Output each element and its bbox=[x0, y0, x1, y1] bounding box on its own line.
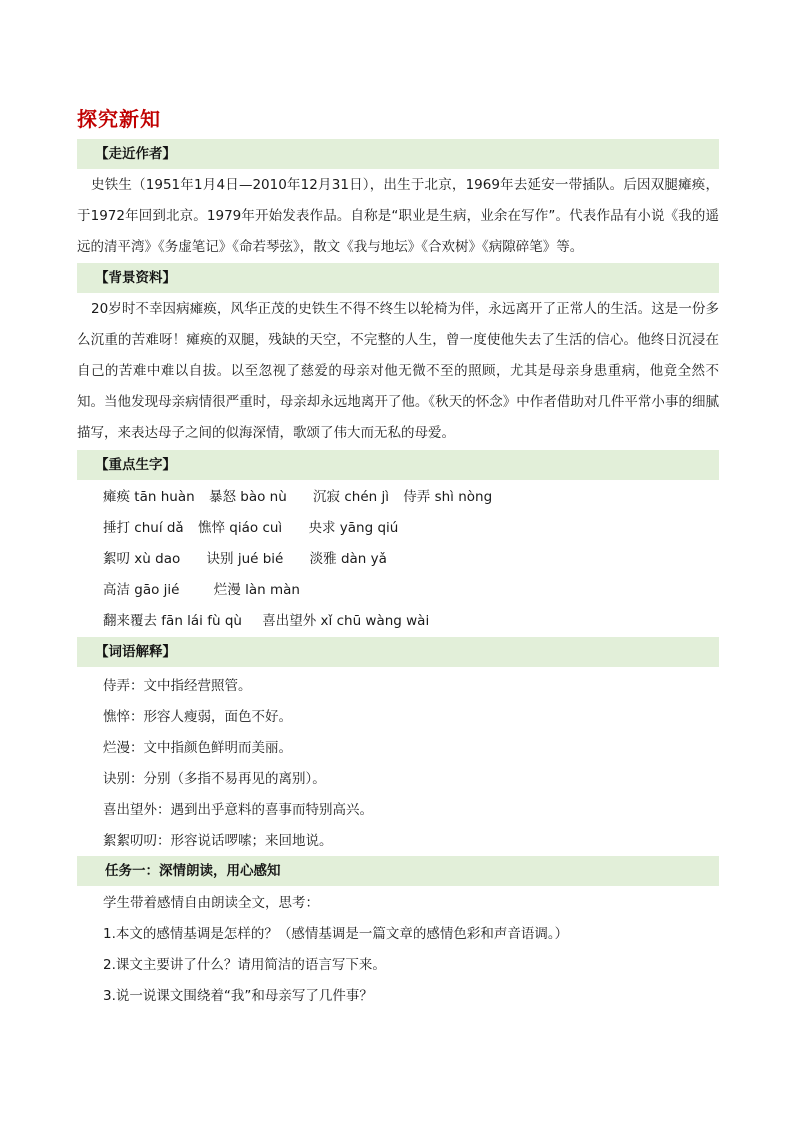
vocab-item: 烂漫 làn màn bbox=[213, 582, 300, 598]
vocab-row bbox=[103, 580, 310, 600]
vocab-item: 诀别 jué bié bbox=[206, 551, 284, 567]
glossary-item: 侍弄：文中指经营照管。 bbox=[103, 678, 252, 694]
vocab-row bbox=[103, 518, 408, 538]
vocab-item: 捶打 chuí dǎ bbox=[103, 520, 184, 536]
glossary-item: 憔悴：形容人瘦弱，面色不好。 bbox=[103, 709, 292, 725]
glossary-item: 絮絮叨叨：形容说话啰嗦；来回地说。 bbox=[103, 833, 333, 849]
glossary-item: 烂漫：文中指颜色鲜明而美丽。 bbox=[103, 740, 292, 756]
vocab-item: 憔悴 qiáo cuì bbox=[198, 520, 283, 536]
vocab-item: 高洁 gāo jié bbox=[103, 582, 180, 598]
section-heading-words: 【重点生字】 bbox=[77, 450, 719, 480]
vocab-item: 沉寂 chén jì bbox=[313, 489, 389, 505]
vocab-row bbox=[103, 549, 397, 569]
vocab-item: 侍弄 shì nòng bbox=[403, 489, 493, 505]
glossary-item: 喜出望外：遇到出乎意料的喜事而特别高兴。 bbox=[103, 802, 373, 818]
task-question: 3.说一说课文围绕着“我”和母亲写了几件事？ bbox=[103, 988, 373, 1004]
vocab-item: 暴怒 bào nù bbox=[208, 489, 287, 505]
vocab-item: 瘫痪 tān huàn bbox=[103, 489, 195, 505]
section-heading-glossary: 【词语解释】 bbox=[77, 637, 719, 667]
section-heading-author: 【走近作者】 bbox=[77, 139, 719, 169]
section-heading-background: 【背景资料】 bbox=[77, 263, 719, 293]
page-title: 探究新知 bbox=[77, 107, 161, 131]
vocab-item: 絮叨 xù dao bbox=[103, 551, 181, 567]
author-paragraph: 史铁生（1951年1月4日—2010年12月31日），出生于北京，1969年去延安一带插队。后因双腿瘫痪，于1972年回到北京。1979年开始发表作品。自称是“职业是生病，业余在写作”。代表作品有小说《我的遥远的清平湾》《务虚笔记》《命若琴弦》，散文《我与地坛》《合欢树》《病隙碎笔》等。 bbox=[77, 177, 719, 255]
vocab-item: 央求 yāng qiú bbox=[308, 520, 399, 536]
vocab-item: 翻来覆去 fān lái fù qù bbox=[103, 613, 242, 629]
task-question: 2.课文主要讲了什么？请用简洁的语言写下来。 bbox=[103, 957, 386, 973]
background-paragraph: 20岁时不幸因病瘫痪，风华正茂的史铁生不得不终生以轮椅为伴，永远离开了正常人的生活。这是一份多么沉重的苦难呀！瘫痪的双腿，残缺的天空，不完整的人生，曾一度使他失去了生活的信心。他终日沉浸在自己的苦难中难以自拔。以至忽视了慈爱的母亲对他无微不至的照顾，尤其是母亲身患重病，他竟全然不知。当他发现母亲病情很严重时，母亲却永远地离开了他。《秋天的怀念》中作者借助对几件平常小事的细腻描写，来表达母子之间的似海深情，歌颂了伟大而无私的母爱。 bbox=[77, 301, 719, 441]
task-question: 1.本文的感情基调是怎样的？（感情基调是一篇文章的感情色彩和声音语调。） bbox=[103, 926, 569, 942]
vocab-item: 淡雅 dàn yǎ bbox=[309, 551, 387, 567]
task-heading: 任务一：深情朗读，用心感知 bbox=[77, 856, 719, 886]
glossary-item: 诀别：分别（多指不易再见的离别）。 bbox=[103, 771, 326, 787]
task-intro: 学生带着感情自由朗读全文，思考： bbox=[103, 895, 319, 911]
vocab-row bbox=[103, 487, 502, 507]
vocab-item: 喜出望外 xǐ chū wàng wài bbox=[262, 613, 430, 629]
vocab-row bbox=[103, 611, 439, 631]
